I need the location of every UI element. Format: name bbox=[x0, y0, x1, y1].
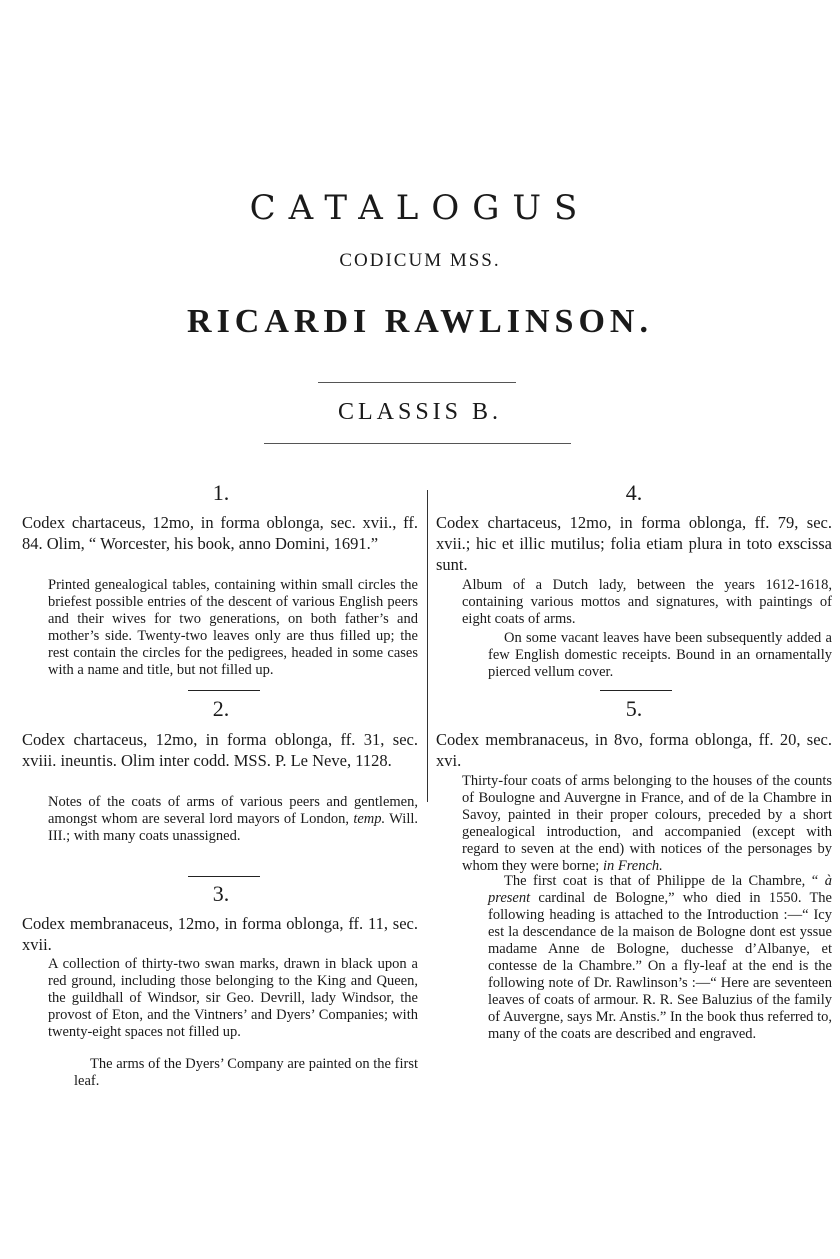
entry-note: The first coat is that of Philippe de la Chambre, “ à present cardinal de Bologne,” who died in 1550. The following heading is attached to the Introduction :—“ Icy est la descendance de la maison de Bologne dont est yssue madame Anne de Bologne, duchesse d’Albanye, et contesse de la Chambre.” On a fly-leaf at the end is the following note of Dr. Rawlinson’s :—“ Here are seventeen leaves of coats of armour. R. R. See Baluzius of the family of Auvergne, says Mr. Anstis.” In the book thus referred to, many of the coats are described and engraved. bbox=[488, 873, 832, 1042]
entry-number: 5. bbox=[625, 696, 643, 721]
column-divider bbox=[427, 490, 428, 802]
entry-codex: Codex chartaceus, 12mo, in forma oblonga, ff. 31, sec. xviii. ineuntis. Olim inter codd. MSS. P. Le Neve, 1128. bbox=[22, 730, 418, 770]
entry-separator bbox=[600, 690, 672, 691]
entry-description: Thirty-four coats of arms belonging to the houses of the counts of Boulogne and Auvergne in France, and of de la Chambre in Savoy, painted in their proper colours, preceded by a short genealogical introduction, and accompanied (except with regard to seven at the end) with notices of the personages by whom they were borne; in French. bbox=[462, 773, 832, 874]
entry-number: 1. bbox=[212, 480, 230, 505]
entry-note: The arms of the Dyers’ Company are painted on the first leaf. bbox=[74, 1056, 418, 1089]
entry-number: 4. bbox=[625, 480, 643, 505]
entry-number: 2. bbox=[212, 696, 230, 721]
catalogue-subtitle: CODICUM MSS. bbox=[339, 250, 501, 271]
entry-codex: Codex chartaceus, 12mo, in forma oblonga, ff. 79, sec. xvii.; hic et illic mutilus; folia etiam plura in toto exscissa sunt. bbox=[436, 513, 832, 574]
entry-description: Notes of the coats of arms of various peers and gentlemen, amongst whom are several lord mayors of London, temp. Will. III.; with many coats unassigned. bbox=[48, 794, 419, 844]
entry-codex: Codex membranaceus, in 8vo, forma oblonga, ff. 20, sec. xvi. bbox=[436, 730, 832, 770]
left-column bbox=[22, 0, 420, 1259]
right-column bbox=[436, 0, 832, 1259]
entry-description: A collection of thirty-two swan marks, drawn in black upon a red ground, including those belonging to the King and Queen, the guildhall of Windsor, sir Geo. Devrill, lady Windsor, the provost of Eton, and the Vintners’ and Dyers’ Companies; with twenty-eight spaces not filled up. bbox=[48, 956, 418, 1040]
entry-number: 3. bbox=[212, 881, 230, 906]
collection-name: RICARDI RAWLINSON. bbox=[187, 303, 653, 340]
entry-note: On some vacant leaves have been subsequently added a few English domestic receipts. Bound in an ornamentally pierced vellum cover. bbox=[488, 630, 832, 680]
entry-description: Album of a Dutch lady, between the years 1612-1618, containing various mottos and signatures, with paintings of eight coats of arms. bbox=[462, 577, 832, 627]
entry-separator bbox=[188, 876, 260, 877]
class-heading: CLASSIS B. bbox=[337, 399, 503, 425]
entry-description: Printed genealogical tables, containing within small circles the briefest possible entries of the descent of various English peers and their wives for two generations, on both father’s and mother’s side. Twenty-two leaves only are thus filled up; the rest contain the circles for the pedigrees, headed in some cases with a name and title, but not filled up. bbox=[48, 577, 418, 678]
entry-codex: Codex membranaceus, 12mo, in forma oblonga, ff. 11, sec. xvii. bbox=[22, 914, 418, 954]
entry-codex: Codex chartaceus, 12mo, in forma oblonga, sec. xvii., ff. 84. Olim, “ Worcester, his book, anno Domini, 1691.” bbox=[22, 513, 418, 553]
entry-separator bbox=[188, 690, 260, 691]
catalogue-title: CATALOGUS bbox=[249, 188, 591, 228]
